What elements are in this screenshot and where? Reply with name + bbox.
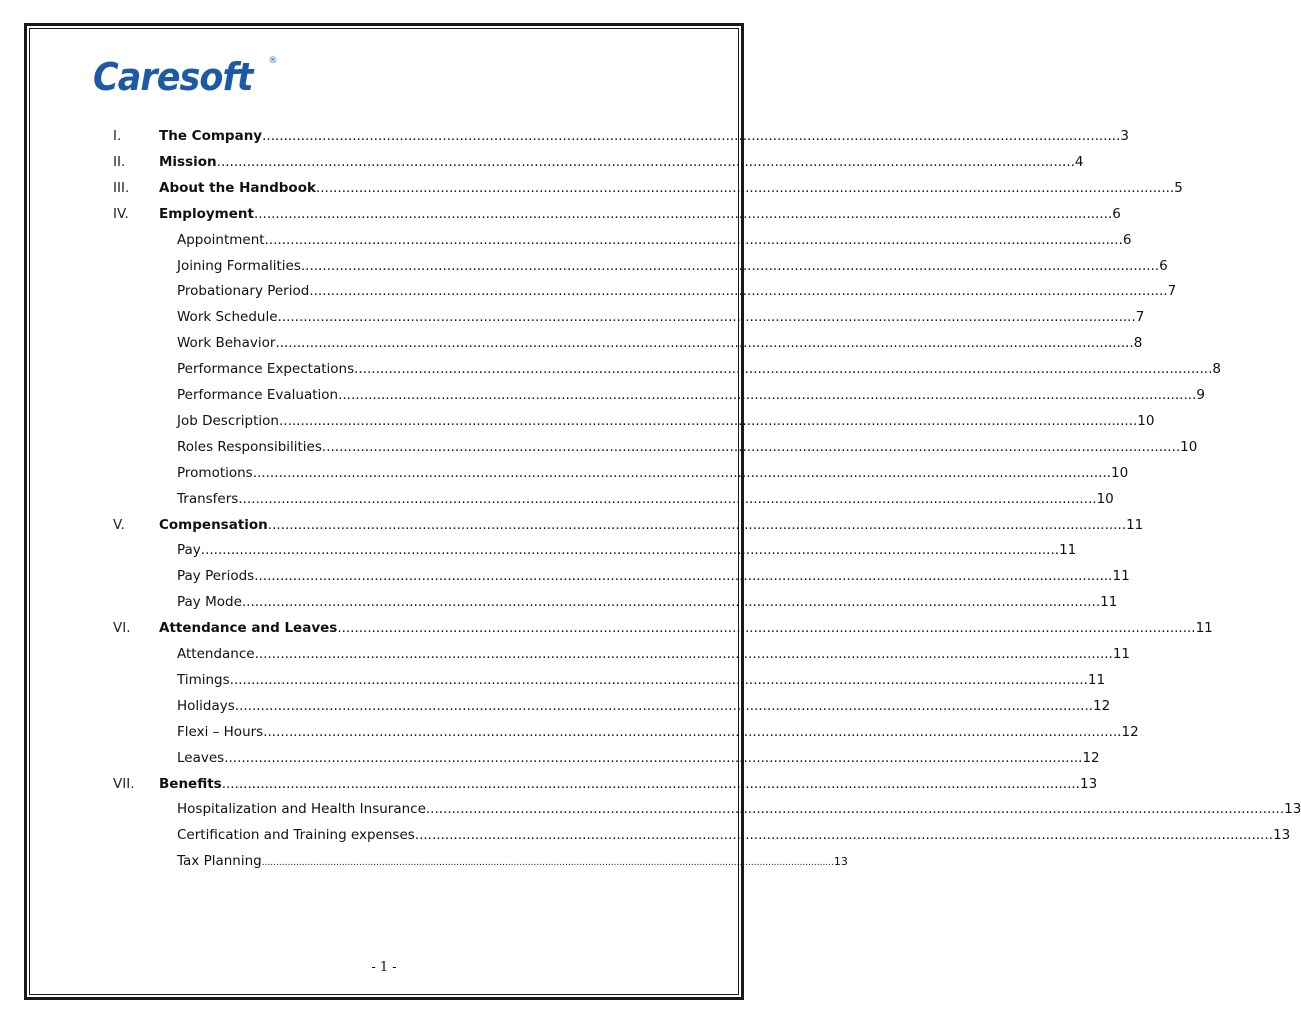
toc-leader-dots: ........................................................................................................................................................................................................ xyxy=(224,749,1083,766)
toc-leader-dots: ........................................................................................................................................................................................................ xyxy=(241,594,1101,611)
toc-page-number: 6 xyxy=(1122,231,1132,248)
toc-subsection-entry[interactable] xyxy=(177,697,1111,714)
toc-leader-dots: ........................................................................................................................................................................................................ xyxy=(238,490,1097,507)
toc-label: Hospitalization and Health Insurance xyxy=(177,801,426,818)
toc-leader-dots: ........................................................................................................................................................................................................ xyxy=(277,309,1136,326)
toc-label: Performance Expectations xyxy=(177,361,355,378)
toc-label: Pay Periods xyxy=(177,568,255,585)
toc-page-number: 7 xyxy=(1135,309,1145,326)
toc-page-number: 6 xyxy=(1159,257,1168,274)
toc-page-number: 11 xyxy=(1126,516,1144,533)
toc-label: Probationary Period xyxy=(177,283,310,300)
logo-text: Caresoft xyxy=(93,55,253,99)
toc-section-entry[interactable] xyxy=(159,153,1084,170)
toc-page-number: 10 xyxy=(1137,412,1155,429)
toc-label: Holidays xyxy=(177,697,235,714)
toc-subsection-entry[interactable] xyxy=(177,464,1129,481)
toc-subsection-entry[interactable] xyxy=(177,749,1100,766)
toc-label: Timings xyxy=(177,671,230,688)
toc-leader-dots: ........................................................................................................................................................................................................ xyxy=(414,827,1274,844)
toc-leader-dots: ........................................................................................................................................................................................................ xyxy=(321,438,1181,455)
toc-leader-dots: ........................................................................................................................................................................................................ xyxy=(229,671,1088,688)
toc-label: Promotions xyxy=(177,464,253,481)
toc-label: Pay Mode xyxy=(177,594,242,611)
toc-label: Attendance xyxy=(177,646,255,662)
toc-label: Joining Formalities xyxy=(177,257,301,274)
toc-label: Compensation xyxy=(159,516,268,533)
toc-label: Attendance and Leaves xyxy=(159,620,338,637)
toc-number: IV. xyxy=(113,205,129,222)
toc-subsection-entry[interactable] xyxy=(177,671,1106,688)
toc-leader-dots: ........................................................................................................................................................................................................ xyxy=(275,335,1134,352)
toc-leader-dots: ........................................................................................................................................................................................................ xyxy=(425,801,1285,818)
toc-section-entry[interactable] xyxy=(159,516,1144,533)
toc-section-entry[interactable] xyxy=(159,620,1213,637)
toc-label: Work Behavior xyxy=(177,335,276,352)
registered-mark: ® xyxy=(268,56,278,66)
toc-leader-dots: ........................................................................................................................................................................................................ xyxy=(261,858,834,869)
toc-page-number: 6 xyxy=(1112,205,1121,222)
toc-label: Pay xyxy=(177,542,201,559)
toc-leader-dots: ........................................................................................................................................................................................................ xyxy=(200,542,1060,559)
toc-number: V. xyxy=(113,516,125,533)
caresoft-logo xyxy=(93,54,277,100)
toc-label: Leaves xyxy=(177,749,225,766)
toc-page-number: 10 xyxy=(1180,438,1198,455)
toc-page-number: 11 xyxy=(1059,542,1077,559)
toc-page-number: 11 xyxy=(1112,568,1130,585)
toc-leader-dots: ........................................................................................................................................................................................................ xyxy=(253,205,1113,222)
toc-section-entry[interactable] xyxy=(159,179,1183,196)
toc-subsection-entry[interactable] xyxy=(177,231,1132,248)
toc-page-number: 13 xyxy=(833,855,848,869)
toc-subsection-entry[interactable] xyxy=(177,387,1205,403)
toc-page-number: 11 xyxy=(1195,620,1213,637)
toc-label: Work Schedule xyxy=(177,309,278,326)
toc-label: Transfers xyxy=(177,490,239,507)
toc-number: II. xyxy=(113,153,126,170)
toc-subsection-entry[interactable] xyxy=(177,490,1114,507)
toc-page-number: 11 xyxy=(1100,594,1118,611)
toc-page-number: 3 xyxy=(1120,128,1129,144)
toc-subsection-entry[interactable] xyxy=(177,257,1168,274)
toc-page-number: 10 xyxy=(1096,490,1114,507)
toc-leader-dots: ........................................................................................................................................................................................................ xyxy=(337,620,1196,637)
toc-label: Job Description xyxy=(177,412,279,429)
toc-leader-dots: ........................................................................................................................................................................................................ xyxy=(338,387,1197,403)
toc-label: Mission xyxy=(159,153,217,170)
toc-page-number: 7 xyxy=(1167,283,1177,300)
toc-label: Flexi – Hours xyxy=(177,723,264,740)
toc-number: I. xyxy=(113,128,122,144)
toc-subsection-entry[interactable] xyxy=(177,723,1139,740)
toc-leader-dots: ........................................................................................................................................................................................................ xyxy=(221,775,1080,792)
toc-subsection-entry[interactable] xyxy=(177,335,1143,352)
toc-leader-dots: ........................................................................................................................................................................................................ xyxy=(252,464,1111,481)
toc-subsection-entry[interactable] xyxy=(177,853,848,870)
toc-page-number: 5 xyxy=(1174,179,1183,196)
toc-section-entry[interactable] xyxy=(159,128,1129,144)
toc-subsection-entry[interactable] xyxy=(177,283,1177,300)
toc-subsection-entry[interactable] xyxy=(177,542,1077,559)
toc-page-number: 11 xyxy=(1087,671,1106,688)
toc-section-entry[interactable] xyxy=(159,205,1121,222)
toc-label: Tax Planning xyxy=(177,853,262,870)
toc-label: Employment xyxy=(159,205,254,222)
toc-section-entry[interactable] xyxy=(159,775,1098,792)
toc-subsection-entry[interactable] xyxy=(177,827,1291,844)
toc-subsection-entry[interactable] xyxy=(177,412,1155,429)
toc-leader-dots: ........................................................................................................................................................................................................ xyxy=(263,723,1122,740)
toc-subsection-entry[interactable] xyxy=(177,309,1145,326)
toc-label: Performance Evaluation xyxy=(177,387,339,403)
toc-label: Appointment xyxy=(177,231,265,248)
toc-subsection-entry[interactable] xyxy=(177,801,1301,818)
toc-subsection-entry[interactable] xyxy=(177,646,1131,662)
toc-leader-dots: ........................................................................................................................................................................................................ xyxy=(279,412,1138,429)
toc-page-number: 13 xyxy=(1273,827,1291,844)
toc-leader-dots: ........................................................................................................................................................................................................ xyxy=(254,568,1113,585)
toc-subsection-entry[interactable] xyxy=(177,361,1221,378)
toc-page-number: 12 xyxy=(1121,723,1139,740)
toc-leader-dots: ........................................................................................................................................................................................................ xyxy=(300,257,1160,274)
toc-number: VII. xyxy=(113,775,135,792)
toc-leader-dots: ........................................................................................................................................................................................................ xyxy=(216,153,1075,170)
toc-page-number: 13 xyxy=(1284,801,1301,818)
toc-page-number: 13 xyxy=(1079,775,1098,792)
toc-leader-dots: ........................................................................................................................................................................................................ xyxy=(354,361,1213,378)
toc-page-number: 8 xyxy=(1212,361,1221,378)
toc-leader-dots: ........................................................................................................................................................................................................ xyxy=(264,231,1123,248)
toc-leader-dots: ........................................................................................................................................................................................................ xyxy=(234,697,1094,714)
toc-subsection-entry[interactable] xyxy=(177,594,1118,611)
toc-number: III. xyxy=(113,179,130,196)
toc-page-number: 10 xyxy=(1111,464,1129,481)
toc-label: Certification and Training expenses xyxy=(177,827,415,844)
toc-page-number: 4 xyxy=(1074,153,1084,170)
toc-page-number: 11 xyxy=(1112,646,1131,662)
toc-label: Roles Responsibilities xyxy=(177,438,322,455)
toc-label: The Company xyxy=(159,128,263,144)
toc-page-number: 8 xyxy=(1133,335,1143,352)
toc-subsection-entry[interactable] xyxy=(177,568,1130,585)
toc-subsection-entry[interactable] xyxy=(177,438,1198,455)
toc-number: VI. xyxy=(113,620,131,637)
toc-leader-dots: ........................................................................................................................................................................................................ xyxy=(254,646,1113,662)
toc-leader-dots: ........................................................................................................................................................................................................ xyxy=(262,128,1121,144)
toc-leader-dots: ........................................................................................................................................................................................................ xyxy=(267,516,1127,533)
toc-leader-dots: ........................................................................................................................................................................................................ xyxy=(309,283,1168,300)
toc-page-number: 12 xyxy=(1082,749,1100,766)
page-border-inner xyxy=(29,28,739,995)
toc-label: Benefits xyxy=(159,775,222,792)
toc-page-number: 12 xyxy=(1093,697,1111,714)
toc-label: About the Handbook xyxy=(159,179,316,196)
toc-leader-dots: ........................................................................................................................................................................................................ xyxy=(315,179,1175,196)
toc-page-number: 9 xyxy=(1196,387,1205,403)
page-number-footer: - 1 - xyxy=(371,960,397,975)
